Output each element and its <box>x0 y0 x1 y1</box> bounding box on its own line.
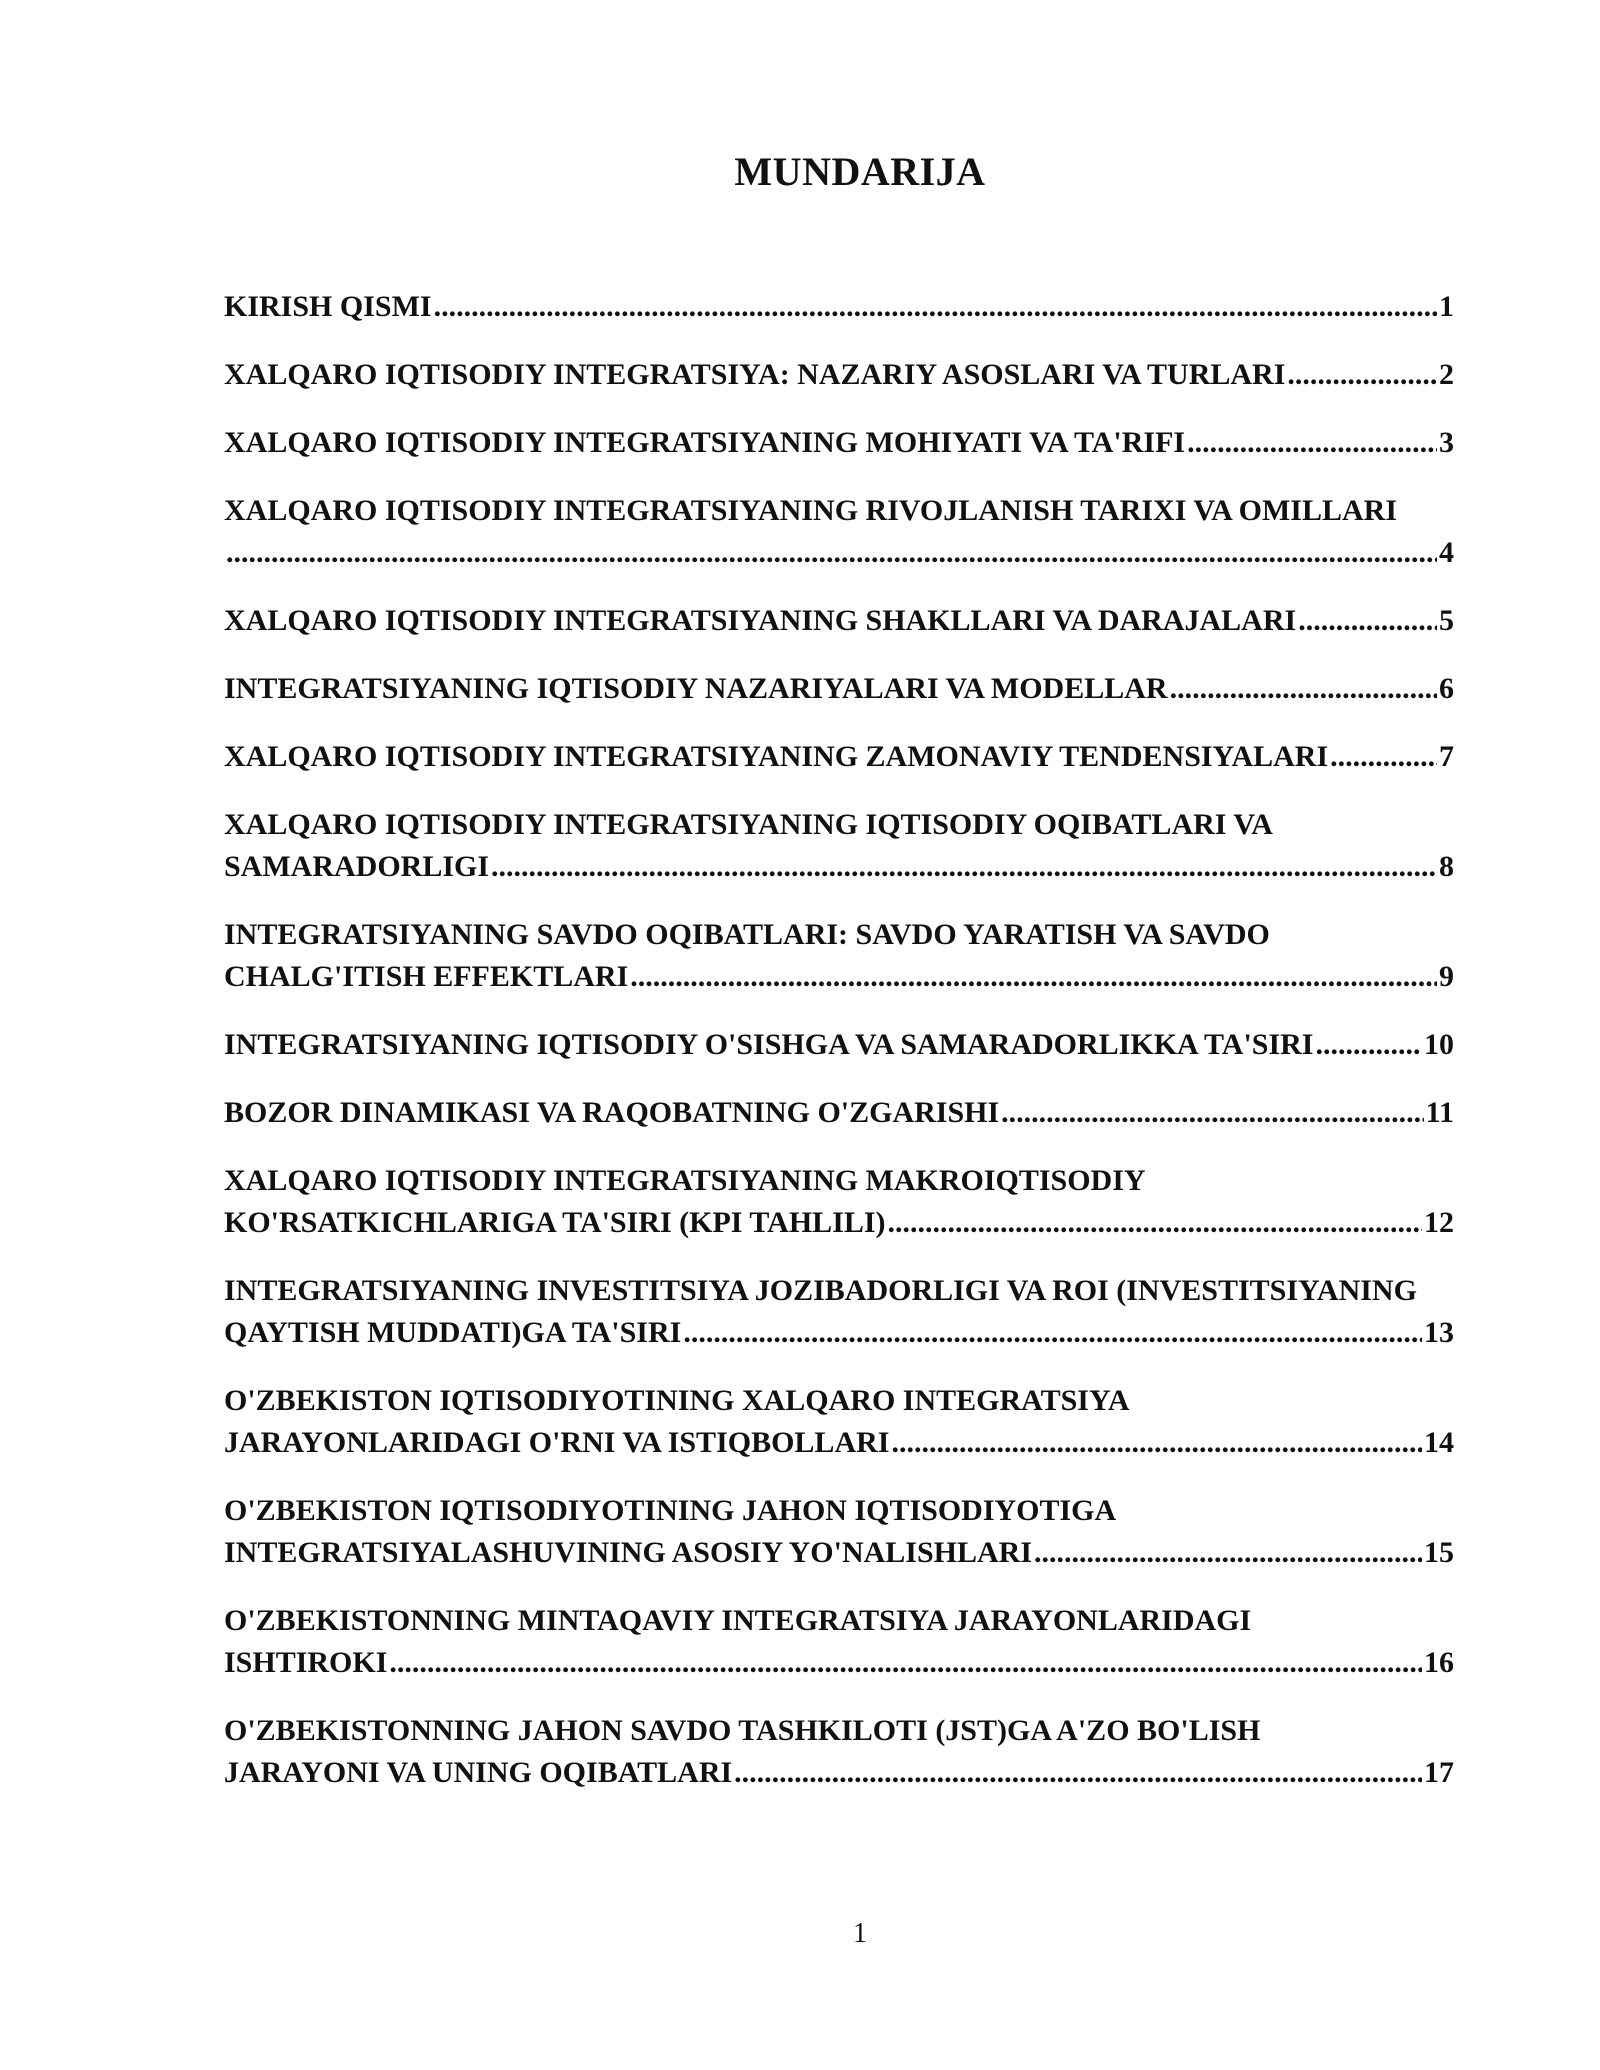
toc-entry[interactable] <box>224 422 1454 464</box>
toc-entry-title: SAMARADORLIGI <box>224 850 490 883</box>
dot-leader <box>1001 1092 1423 1134</box>
toc-entry-title-line: INTEGRATSIYANING INVESTITSIYA JOZIBADORLIGI VA ROI (INVESTITSIYANING <box>224 1274 1417 1307</box>
toc-entry-title: ISHTIROKI <box>224 1646 388 1679</box>
toc-entry[interactable] <box>224 1710 1454 1794</box>
toc-entry-title-line: O'ZBEKISTONNING MINTAQAVIY INTEGRATSIYA JARAYONLARIDAGI <box>224 1604 1252 1637</box>
toc-entry-page-number: 15 <box>1424 1536 1454 1569</box>
table-of-contents <box>224 286 1454 1820</box>
toc-entry-leader-line <box>224 1642 1454 1684</box>
toc-entry-title-line: XALQARO IQTISODIY INTEGRATSIYANING IQTISODIY OQIBATLARI VA <box>224 808 1273 841</box>
toc-entry-page-number: 3 <box>1439 426 1454 459</box>
toc-entry[interactable] <box>224 1380 1454 1464</box>
dot-leader <box>1330 736 1437 778</box>
toc-entry[interactable] <box>224 804 1454 888</box>
dot-leader <box>683 1312 1422 1354</box>
toc-entry-page-number: 2 <box>1439 358 1454 391</box>
toc-entry-title: KIRISH QISMI <box>224 290 432 323</box>
toc-entry-title-line: XALQARO IQTISODIY INTEGRATSIYANING RIVOJLANISH TARIXI VA OMILLARI <box>224 494 1398 527</box>
toc-entry[interactable] <box>224 1024 1454 1066</box>
toc-entry[interactable] <box>224 1092 1454 1134</box>
dot-leader <box>734 1752 1422 1794</box>
toc-entry-leader-line <box>224 1532 1454 1574</box>
toc-entry-page-number: 7 <box>1439 740 1454 773</box>
dot-leader <box>630 956 1437 998</box>
toc-entry-leader-line <box>224 846 1454 888</box>
toc-entry-title: XALQARO IQTISODIY INTEGRATSIYANING SHAKLLARI VA DARAJALARI <box>224 604 1297 637</box>
dot-leader <box>891 1422 1422 1464</box>
toc-entry-leader-line <box>224 1202 1454 1244</box>
toc-entry-leader-line <box>224 532 1454 574</box>
dot-leader <box>1287 354 1437 396</box>
toc-entry-leader-line <box>224 422 1454 464</box>
toc-entry-title-line: O'ZBEKISTON IQTISODIYOTINING XALQARO INTEGRATSIYA <box>224 1384 1130 1417</box>
toc-entry-page-number: 13 <box>1424 1316 1454 1349</box>
page-number: 1 <box>853 1918 867 1949</box>
toc-entry-page-number: 14 <box>1424 1426 1454 1459</box>
dot-leader <box>1298 600 1437 642</box>
toc-entry[interactable] <box>224 914 1454 998</box>
dot-leader <box>434 286 1437 328</box>
toc-entry-page-number: 16 <box>1424 1646 1454 1679</box>
toc-entry-leader-line <box>224 1092 1454 1134</box>
toc-entry-page-number: 9 <box>1439 960 1454 993</box>
toc-entry-title-line: O'ZBEKISTON IQTISODIYOTINING JAHON IQTISODIYOTIGA <box>224 1494 1117 1527</box>
toc-entry-leader-line <box>224 1422 1454 1464</box>
toc-entry-page-number: 10 <box>1424 1028 1454 1061</box>
toc-entry-title: KO'RSATKICHLARIGA TA'SIRI (KPI TAHLILI) <box>224 1206 886 1239</box>
toc-entry-page-number: 5 <box>1439 604 1454 637</box>
toc-entry-page-number: 12 <box>1424 1206 1454 1239</box>
toc-entry[interactable] <box>224 1270 1454 1354</box>
toc-entry[interactable] <box>224 668 1454 710</box>
toc-entry-title: XALQARO IQTISODIY INTEGRATSIYANING ZAMONAVIY TENDENSIYALARI <box>224 740 1329 773</box>
toc-entry-title: JARAYONLARIDAGI O'RNI VA ISTIQBOLLARI <box>224 1426 890 1459</box>
toc-entry-leader-line <box>224 286 1454 328</box>
dot-leader <box>1034 1532 1422 1574</box>
toc-entry[interactable] <box>224 1490 1454 1574</box>
toc-entry-title: INTEGRATSIYANING IQTISODIY O'SISHGA VA SAMARADORLIKKA TA'SIRI <box>224 1028 1314 1061</box>
toc-entry-leader-line <box>224 354 1454 396</box>
dot-leader <box>888 1202 1422 1244</box>
toc-entry-leader-line <box>224 1752 1454 1794</box>
toc-entry-page-number: 11 <box>1425 1096 1454 1129</box>
dot-leader <box>1315 1024 1422 1066</box>
toc-entry-page-number: 17 <box>1424 1756 1454 1789</box>
toc-entry-title-line: XALQARO IQTISODIY INTEGRATSIYANING MAKROIQTISODIY <box>224 1164 1146 1197</box>
toc-entry-leader-line <box>224 668 1454 710</box>
dot-leader <box>1170 668 1437 710</box>
toc-entry[interactable] <box>224 600 1454 642</box>
toc-entry-leader-line <box>224 1024 1454 1066</box>
toc-entry-title-line: O'ZBEKISTONNING JAHON SAVDO TASHKILOTI (JST)GA A'ZO BO'LISH <box>224 1714 1261 1747</box>
toc-entry-page-number: 1 <box>1439 290 1454 323</box>
toc-entry[interactable] <box>224 1160 1454 1244</box>
dot-leader <box>226 532 1437 574</box>
toc-entry-title: XALQARO IQTISODIY INTEGRATSIYA: NAZARIY ASOSLARI VA TURLARI <box>224 358 1286 391</box>
toc-entry[interactable] <box>224 1600 1454 1684</box>
toc-entry[interactable] <box>224 354 1454 396</box>
toc-entry-title: QAYTISH MUDDATI)GA TA'SIRI <box>224 1316 682 1349</box>
page-title: MUNDARIJA <box>734 149 986 194</box>
toc-entry-title: CHALG'ITISH EFFEKTLARI <box>224 960 629 993</box>
dot-leader <box>1187 422 1437 464</box>
toc-entry-title: XALQARO IQTISODIY INTEGRATSIYANING MOHIYATI VA TA'RIFI <box>224 426 1186 459</box>
toc-entry[interactable] <box>224 286 1454 328</box>
toc-entry-leader-line <box>224 600 1454 642</box>
toc-entry-leader-line <box>224 736 1454 778</box>
toc-entry[interactable] <box>224 490 1454 574</box>
toc-entry[interactable] <box>224 736 1454 778</box>
dot-leader <box>491 846 1437 888</box>
toc-entry-title: INTEGRATSIYANING IQTISODIY NAZARIYALARI VA MODELLAR <box>224 672 1168 705</box>
toc-entry-title: JARAYONI VA UNING OQIBATLARI <box>224 1756 733 1789</box>
toc-entry-leader-line <box>224 956 1454 998</box>
toc-entry-title-line: INTEGRATSIYANING SAVDO OQIBATLARI: SAVDO YARATISH VA SAVDO <box>224 918 1270 951</box>
toc-entry-title: BOZOR DINAMIKASI VA RAQOBATNING O'ZGARISHI <box>224 1096 1000 1129</box>
toc-entry-leader-line <box>224 1312 1454 1354</box>
dot-leader <box>389 1642 1422 1684</box>
toc-entry-page-number: 6 <box>1439 672 1454 705</box>
toc-entry-title: INTEGRATSIYALASHUVINING ASOSIY YO'NALISHLARI <box>224 1536 1032 1569</box>
toc-entry-page-number: 4 <box>1439 536 1454 569</box>
toc-entry-page-number: 8 <box>1439 850 1454 883</box>
